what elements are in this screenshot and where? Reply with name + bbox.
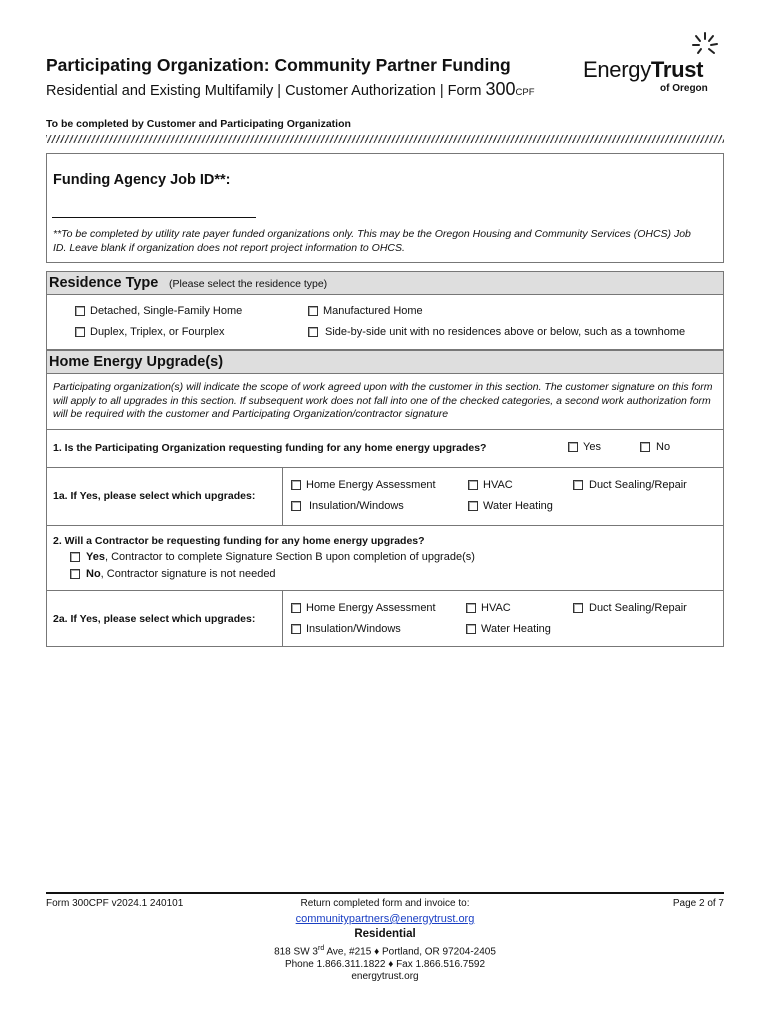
address-post: Ave, #215 ♦ Portland, OR 97204-2405 bbox=[324, 946, 496, 958]
energy-trust-logo bbox=[583, 57, 703, 83]
logo-energy: Energy bbox=[583, 57, 651, 82]
footer-address bbox=[240, 943, 530, 959]
footer-email-link[interactable]: communitypartners@energytrust.org bbox=[295, 913, 475, 925]
q2a-divider bbox=[282, 590, 283, 647]
footer-form-id: Form 300CPF v2024.1 240101 bbox=[46, 898, 184, 909]
q1a-divider bbox=[282, 467, 283, 526]
manufactured-checkbox[interactable] bbox=[308, 306, 318, 316]
q2a-water-checkbox[interactable] bbox=[466, 624, 476, 634]
residence-type-title: Residence Type bbox=[49, 275, 159, 291]
q1-yes-label: Yes bbox=[583, 441, 601, 453]
q2a-hea-checkbox[interactable] bbox=[291, 603, 301, 613]
q1a-insulation-label: Insulation/Windows bbox=[309, 500, 404, 512]
footer-program: Residential bbox=[354, 928, 416, 940]
funding-job-id-label: Funding Agency Job ID**: bbox=[53, 172, 231, 188]
funding-note: **To be completed by utility rate payer funded organizations only. This may be the Oregon Housing and Community Services (OHCS) Job ID. Leave blank if organization does not report project information to OHCS. bbox=[53, 228, 691, 254]
address-sup: rd bbox=[317, 945, 325, 952]
option-manufactured: Manufactured Home bbox=[323, 305, 423, 317]
form-title: Participating Organization: Community Partner Funding bbox=[46, 55, 511, 75]
q1a-hvac-label: HVAC bbox=[483, 479, 513, 491]
duplex-checkbox[interactable] bbox=[75, 327, 85, 337]
form-suffix: CPF bbox=[515, 87, 535, 98]
question-2a: 2a. If Yes, please select which upgrades: bbox=[53, 613, 256, 625]
q1a-hea-label: Home Energy Assessment bbox=[306, 479, 436, 491]
footer-page-number: Page 2 of 7 bbox=[672, 898, 724, 909]
hatch-divider bbox=[46, 135, 724, 143]
form-number: 300 bbox=[485, 79, 516, 99]
instructions-text: To be completed by Customer and Participating Organization bbox=[46, 118, 351, 130]
logo-subtext: of Oregon bbox=[660, 83, 708, 94]
q1a-hea-checkbox[interactable] bbox=[291, 480, 301, 490]
q1-no-checkbox[interactable] bbox=[640, 442, 650, 452]
q1a-insulation-checkbox[interactable] bbox=[291, 501, 301, 511]
q2-no-checkbox[interactable] bbox=[70, 569, 80, 579]
question-1: 1. Is the Participating Organization requesting funding for any home energy upgrades? bbox=[53, 442, 487, 454]
residence-type-body bbox=[46, 294, 724, 350]
subtitle-text: Residential and Existing Multifamily | Customer Authorization | Form bbox=[46, 83, 486, 99]
q2a-hvac-label: HVAC bbox=[481, 602, 511, 614]
form-subtitle bbox=[46, 79, 535, 100]
option-side-by-side: Side-by-side unit with no residences above or below, such as a townhome bbox=[325, 326, 686, 338]
q2-no-rest: , Contractor signature is not needed bbox=[100, 568, 276, 580]
home-energy-title: Home Energy Upgrade(s) bbox=[49, 354, 224, 370]
detached-checkbox[interactable] bbox=[75, 306, 85, 316]
address-pre: 818 SW 3 bbox=[274, 946, 318, 958]
question-1a: 1a. If Yes, please select which upgrades: bbox=[53, 490, 256, 502]
footer-phone: Phone 1.866.311.1822 ♦ Fax 1.866.516.7592 bbox=[284, 958, 486, 970]
q1-yes-checkbox[interactable] bbox=[568, 442, 578, 452]
footer-return-text: Return completed form and invoice to: bbox=[300, 898, 470, 909]
option-detached: Detached, Single-Family Home bbox=[90, 305, 243, 317]
residence-type-header bbox=[46, 271, 724, 295]
home-energy-header bbox=[46, 350, 724, 374]
q2a-water-label: Water Heating bbox=[481, 623, 551, 635]
q2a-insulation-label: Insulation/Windows bbox=[306, 623, 401, 635]
q2a-hvac-checkbox[interactable] bbox=[466, 603, 476, 613]
question-2: 2. Will a Contractor be requesting funding for any home energy upgrades? bbox=[53, 535, 425, 547]
q2a-insulation-checkbox[interactable] bbox=[291, 624, 301, 634]
sunburst-logo-icon bbox=[690, 30, 720, 60]
footer-address-block bbox=[240, 943, 530, 984]
logo-trust: Trust bbox=[650, 57, 704, 82]
side-by-side-checkbox[interactable] bbox=[308, 327, 318, 337]
funding-job-id-field[interactable] bbox=[52, 217, 256, 218]
q2a-duct-label: Duct Sealing/Repair bbox=[589, 602, 687, 614]
residence-type-hint: (Please select the residence type) bbox=[169, 278, 328, 290]
home-energy-note: Participating organization(s) will indicate the scope of work agreed upon with the customer in this section. The customer signature on this form will apply to all upgrades in this section. If subsequent work does not fall into one of the checked categories, a second work authorization form will be required with the customer and Participating Organization/contractor signature bbox=[53, 381, 713, 420]
footer-website: energytrust.org bbox=[351, 971, 419, 983]
q1a-hvac-checkbox[interactable] bbox=[468, 480, 478, 490]
q2a-duct-checkbox[interactable] bbox=[573, 603, 583, 613]
q2-yes-rest: , Contractor to complete Signature Section B upon completion of upgrade(s) bbox=[104, 551, 475, 563]
q1a-duct-label: Duct Sealing/Repair bbox=[589, 479, 687, 491]
q2-no-bold: No bbox=[86, 568, 101, 580]
q1a-water-checkbox[interactable] bbox=[468, 501, 478, 511]
footer-rule bbox=[46, 892, 724, 894]
q1a-water-label: Water Heating bbox=[483, 500, 553, 512]
q2-no-label bbox=[86, 568, 276, 580]
q2a-hea-label: Home Energy Assessment bbox=[306, 602, 436, 614]
q2-yes-checkbox[interactable] bbox=[70, 552, 80, 562]
q2-yes-bold: Yes bbox=[86, 551, 105, 563]
option-duplex: Duplex, Triplex, or Fourplex bbox=[90, 326, 225, 338]
q2-yes-label bbox=[86, 551, 475, 563]
q1-no-label: No bbox=[656, 441, 671, 453]
q1a-duct-checkbox[interactable] bbox=[573, 480, 583, 490]
